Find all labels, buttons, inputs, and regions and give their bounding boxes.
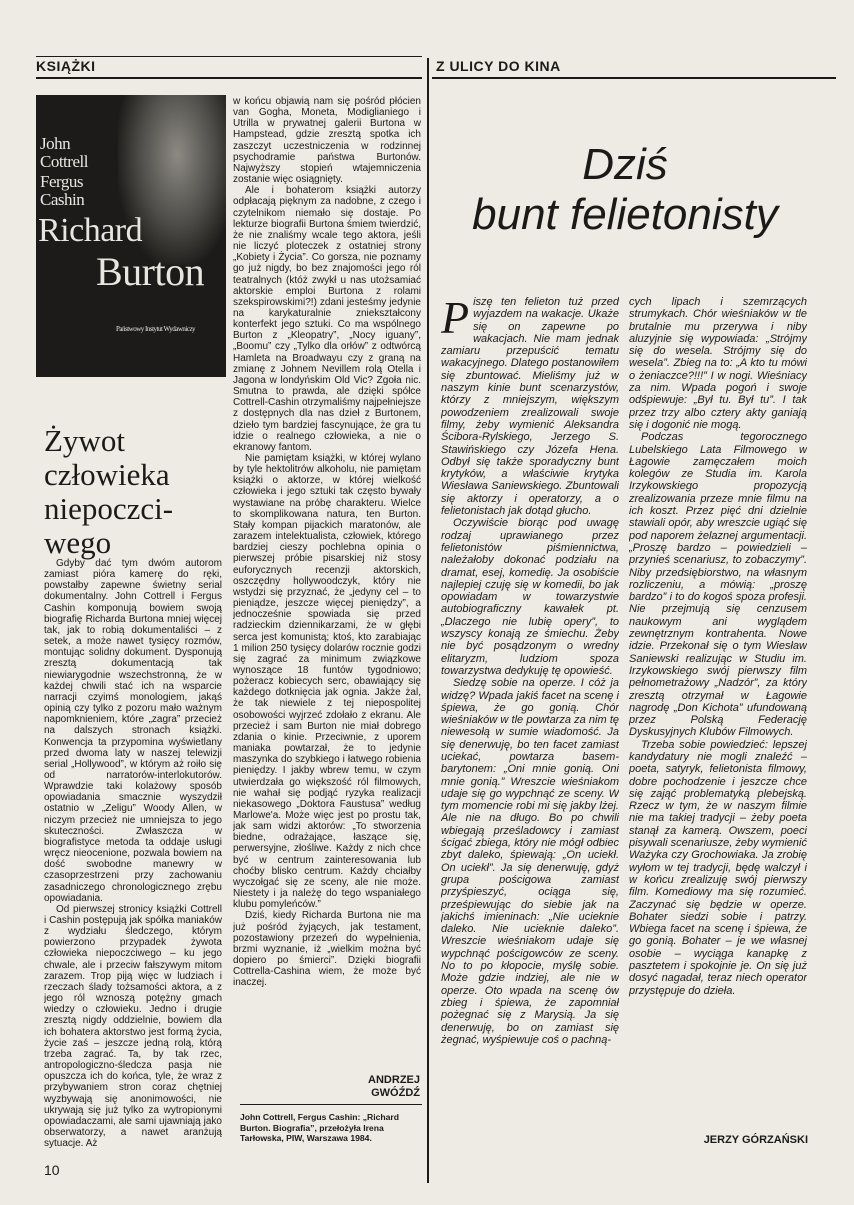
review-column-1 [44,558,222,1150]
review-column-2 [233,96,421,1080]
feuilleton-headline [440,140,810,240]
section-label-books: KSIĄŻKI [36,58,96,74]
feuilleton-headline-line-2: bunt felietonisty [472,190,778,239]
review-paragraph: Dziś, kiedy Richarda Burtona nie ma już pośród żyjących, jak testament, pozostawiony przezeń do wypełnienia, brzmi wyznanie, iż „wielkim można być dopiero po śmierci”. Dzięki biografii Cottrella-Cashina wiem, że może być inaczej. [233,910,421,989]
caption-rule [240,1104,422,1105]
feuilleton-paragraph-text: iszę ten felieton tuż przed wyjazdem na wakacje. Ukaże się on zapewne po wakacjach. Nie mam jednak zamiaru przepuścić tematu wakacyjnego. Dlatego postanowiłem się zbuntować. Mieliśmy już w naszym kinie bunt scenarzystów, którzy z mniejszym, większym powodzeniem zrealizowali swoje filmy, żeby wymienić Aleksandra Ścibora-Rylskiego, Jerzego S. Stawińskiego czy Józefa Hena. Odbył się także sporadyczny bunt krytyków, a właściwie krytyka Wiesława Saniewskiego. Zbuntowali się aktorzy i operatorzy, a o felietonistach jak dotąd głucho. [441,296,619,518]
feuilleton-paragraph: Trzeba sobie powiedzieć: lepszej kandydatury nie mogli znaleźć – poeta, satyryk, felietonista filmowy, dobre pochodzenie i jeszcze chce się zająć problematyką plebejską. Rzecz w tym, że w naszym filmie nie ma takiej tradycji – żeby poeta stanął za kamerą. Owszem, poeci pisywali scenariusze, żeby wymienić Ważyka czy Grochowiaka. Ja zrobię wyłom w tej tradycji, będę walczył i w końcu zrealizuję swój pierwszy film. Komediowy ma się rozumieć. Zaczynać się będzie w operze. Bohater siedzi sobie i patrzy. Wbiega facet na scenę i śpiewa, że go gonią. Bohater – je we własnej osobie – wyciąga kanapkę z pasztetem i spokojnie je. On się już dosyć nagadał, teraz niech operator przystępuje do dzieła. [629,738,807,997]
feuilleton-paragraph [441,296,619,517]
section-label-street-to-cinema: Z ULICY DO KINA [436,58,561,74]
feuilleton-headline-line-1: Dziś [582,140,668,189]
book-cover-image [36,95,226,377]
page-number: 10 [44,1162,60,1178]
review-paragraph: Ale i bohaterom książki autorzy odpłacają pięknym za nadobne, z czego i czytelnikom niemało się dostaje. Po lekturze biografii Burtona śmiem twierdzić, że nie znaliśmy wcale tego aktora, jeśli nie liczyć ploteczek z ostatniej strony „Kobiety i Życia”. Co gorsza, nie poznamy go już nigdy, bo bez znajomości jego ról teatralnych (któż zwykł u nas utożsamiać aktorskie emploi Burtona z rolami szekspirowskimi?!) zdani jesteśmy jedynie na karykaturalnie zniekształcony konterfekt jego sztuki. Co ma wspólnego Burton z „Kleopatry”, „Nocy iguany”, „Boomu” czy „Tylko dla orłów” z odtwórcą Hamleta na Broadwayu czy z graną na zmianę z Johnem Nevillem rolą Otella i Jagona w londyńskim Old Vic? Zgoła nic. Smutna to prawda, ale dzięki spółce Cottrell-Cashin otrzymaliśmy najpełniejsze z dostępnych dla nas dzieł z Burtonem, dzieło tym bardziej fascynujące, że gra tu idzie o realnego człowieka, a nie o ekranowy fantom. [233,185,421,453]
top-rule-left [36,56,422,57]
header-rule-right [432,77,836,79]
review-paragraph: Gdyby dać tym dwóm autorom zamiast pióra kamerę do ręki, powstałby zapewne świetny serial dokumentalny. John Cottrell i Fergus Cashin komponują bowiem swoją biografię Richarda Burtona mniej więcej tak, jak to robią dokumentaliści – z setek, a może nawet tysięcy rozmów, montując solidny dokument. Dysponują zresztą dokumentacją tak niewiarygodnie wszechstronną, że w każdej chwili stać ich na wsparcie narracji czyimś monologiem, jakąś opinią czy tylko z pozoru mało ważnym napomknieniem, które „zagra” przecież na dalszych stronach książki. Konwencja ta przypomina wyświetlany przed dwoma laty w naszej telewizji serial „Hollywood”, w którym aż roiło się od narratorów-interlokutorów. Wprawdzie taki kolażowy sposób opowiadania smacznie wyszydził ostatnio w „Zeligu” Woody Allen, w niczym przecież nie umniejsza to jego skuteczności. Zwłaszcza w biografistyce metoda ta oddaje usługi wręcz nieocenione, pozwala bowiem na dość swobodne manewry w czasoprzestrzeni przy zachowaniu zasadniczego chronologicznego zrębu opowiadania. [44,558,222,904]
cover-publisher: Państwowy Instytut Wydawniczy [116,325,196,333]
review-signature: ANDRZEJ GWÓŹDŹ [368,1074,420,1099]
cover-author-2: Fergus Cashin [40,172,85,209]
review-headline: Żywot człowieka niepoczci-wego [44,423,174,560]
column-divider [427,58,429,1183]
review-paragraph: Od pierwszej stronicy książki Cottrell i Cashin postępują jak spółka maniaków z wydziału śledczego, którym powierzono przypadek żywota człowieka niepoczciwego – ku jego chwale, ale i przeciw fałszywym mitom zarazem. Trop piją więc w ludziach i rzeczach ślady tożsamości aktora, a z jego ról wznoszą potężny gmach wiedzy o człowieku. Jedno i drugie zresztą nigdy oddzielnie, bowiem dla ich bohatera aktorstwo jest formą życia, życie zaś – jeszcze jedną rolą, którą trzeba zagrać. Ta, by tak rzec, antropologiczno-śledcza pasja nie opuszcza ich do końca, tyle, że wraz z przybywaniem stron coraz chętniej wyzbywają się anonimowości, nie ukrywają się już tylko za wytropionymi opowiadaczami, ale sami ujawniają jako obserwatorzy, a nawet aranżują sytuacje. Aż [44,903,222,1150]
cover-author-1: John Cottrell [40,134,88,171]
header-rule-left [36,77,422,79]
feuilleton-paragraph: Podczas tegorocznego Lubelskiego Lata Filmowego w Łagowie zamęczałem moich kolegów ze Studia im. Karola Irzykowskiego propozycją zrealizowania przeze mnie filmu na ich koszt. Przez pięć dni dzielnie stawiali opór, aby wreszcie ugiąć się pod naporem żelaznej argumentacji. „Proszę bardzo – powiedzieli – przynieś scenariusz, to zobaczymy”. Niby przedsiębiorstwo, na własnym rozliczeniu, a mówią: „proszę bardzo” i to do kogoś spoza profesji. Nie przejmują się cenzusem naukowym ani wyglądem zewnętrznym kontrahenta. Nowe idzie. Przekonał się o tym Wiesław Saniewski realizując w Studiu im. Irzykowskiego swój pierwszy film pełnometrażowy „Nadzór”, za który zresztą otrzymał w Łagowie nagrodę „Don Kichota” ufundowaną przez Polską Federację Dyskusyjnych Klubów Filmowych. [629,431,807,739]
book-caption: John Cottrell, Fergus Cashin: „Richard Burton. Biografia”, przełożyła Irena Tarłowska, PIW, Warszawa 1984. [240,1112,400,1144]
feuilleton-column-1 [441,296,619,1168]
feuilleton-column-2 [629,296,807,1126]
review-paragraph: w końcu objawią nam się pośród płócien van Gogha, Moneta, Modiglianiego i Utrilla w prywatnej galerii Burtona w Hampstead, gdzie zresztą spotka ich zaszczyt uczestniczenia w rodzinnej psychodramie państwa Burtonów. Najwyższy stopień wtajemniczenia zostanie więc osiągnięty. [233,96,421,186]
feuilleton-signature: JERZY GÓRZAŃSKI [703,1134,808,1146]
cover-title-richard: Richard [38,212,143,249]
cover-title-burton: Burton [96,249,205,294]
feuilleton-paragraph: Oczywiście biorąc pod uwagę rodzaj uprawianego przez felietonistów piśmiennictwa, należałoby dokonać podziału na dramat, esej, komedię. Ja osobiście najlepiej czuję się w komedii, bo jak opowiadam w towarzystwie autobiograficzny kawałek pt. „Dlaczego nie lubię opery”, to wszyscy konają ze śmiechu. Żeby nie być posądzonym o wredny elitaryzm, ludziom spoza towarzystwa dedykuję tę opowieść. [441,517,619,677]
drop-cap: P [441,296,470,343]
feuilleton-paragraph: Siedzę sobie na operze. I cóż ja widzę? Wpada jakiś facet na scenę i śpiewa, że go gonią. Chór wieśniaków w tle powtarza za nim tę niewesołą w sumie wiadomość. Ja się denerwuję, bo ten facet zamiast uciekać, powtarza basem-barytonem: „Oni mnie gonią. Oni mnie gonią.” Wreszcie wieśniakom udaje się go wypchnąć ze sceny. W tym momencie robi mi się jakby lżej. Ale nie na długo. Bo po chwili wbiegają prześladowcy i zamiast ścigać zbiega, który nie mógł odbiec zbyt daleko, śpiewają: „On uciekł. On uciekł”. Ja się denerwuję, gdyż grupa pościgowa zamiast przyśpieszyć, ociąga się, prześpiewując do siebie jak na jakichś imieninach: „Nie ucieknie daleko. Nie ucieknie daleko”. Wreszcie wieśniakom udaje się wypchnąć pościgowców ze sceny. No to po kłopocie, myślę sobie. Może gdzie indziej, ale nie w operze. Oto wpada na scenę ów zbieg i śpiewa, że zapomniał pożegnać się z Marysią. Ja się denerwuję, bo on zamiast się żegnać, wyśpiewuje coś o pachną- [441,677,619,1046]
feuilleton-paragraph: cych lipach i szemrzących strumykach. Chór wieśniaków w tle brutalnie mu przerywa i niby aluzyjnie się wypowiada: „Strójmy się do wesela. Strójmy się do wesela”. Zbieg na to: „A kto tu mówi o żeniaczce?!!!” I w nogi. Wieśniacy za nim. Wpada pogoń i swoje odśpiewuje: „Był tu. Był tu”. I tak przez trzy albo cztery akty ganiają się i dogonić nie mogą. [629,296,807,431]
review-paragraph: Nie pamiętam książki, w której wylano by tyle hektolitrów alkoholu, nie pamiętam książki o aktorze, w której wielkość człowieka i jego sztuki tak często bywały wystawiane na próbę charakteru. Wielce to skomplikowana natura, ten Burton. Stały kompan pijackich maratonów, ale zarazem intelektualista, człowiek, którego bardziej cieszy pochlebna opinia o pierwszej próbie pisarskiej niż stosy euforycznych recenzji aktorskich, oszczędny hollywoodczyk, który nie wstydzi się przyznać, że „jedyny cel – to pieniądze, jeszcze więcej pieniędzy”, a jednocześnie spowiada się przed radzieckim dziennikarzami, że w głębi serca jest komunistą; ktoś, kto zarabiając 1 milion 250 tysięcy dolarów rocznie godzi się zagrać za minimum związkowe wynoszące 18 funtów tygodniowo; pożeracz kobiecych serc, obawiający się każdego dotknięcia jak ognia. Jakże żal, że tak niewiele z tej niepospolitej osobowości wyjrzeć zdołało z ekranu. Ale przecież i sam Burton nie miał dobrego zdania o kinie. Przeciwnie, z uporem maniaka powtarzał, że to jedynie maszynka do szybkiego i łatwego robienia pieniędzy. I jakby wbrew temu, w czym utwierdzała go większość ról filmowych, nie wahał się podjąć ryzyka realizacji niekasowego „Doktora Faustusa” według Marlowe'a. Może więc jest po prostu tak, jak sam widzi aktorów: „To stworzenia biedne, odrażające, łaszące się, perwersyjne, złośliwe. Każdy z nich chce być w centrum zainteresowania lub choćby blisko centrum. Każdy chciałby wyczołgać się ze sceny, ale nie może. Niestety i ja należę do tego wspaniałego klubu pomyleńców.” [233,453,421,911]
